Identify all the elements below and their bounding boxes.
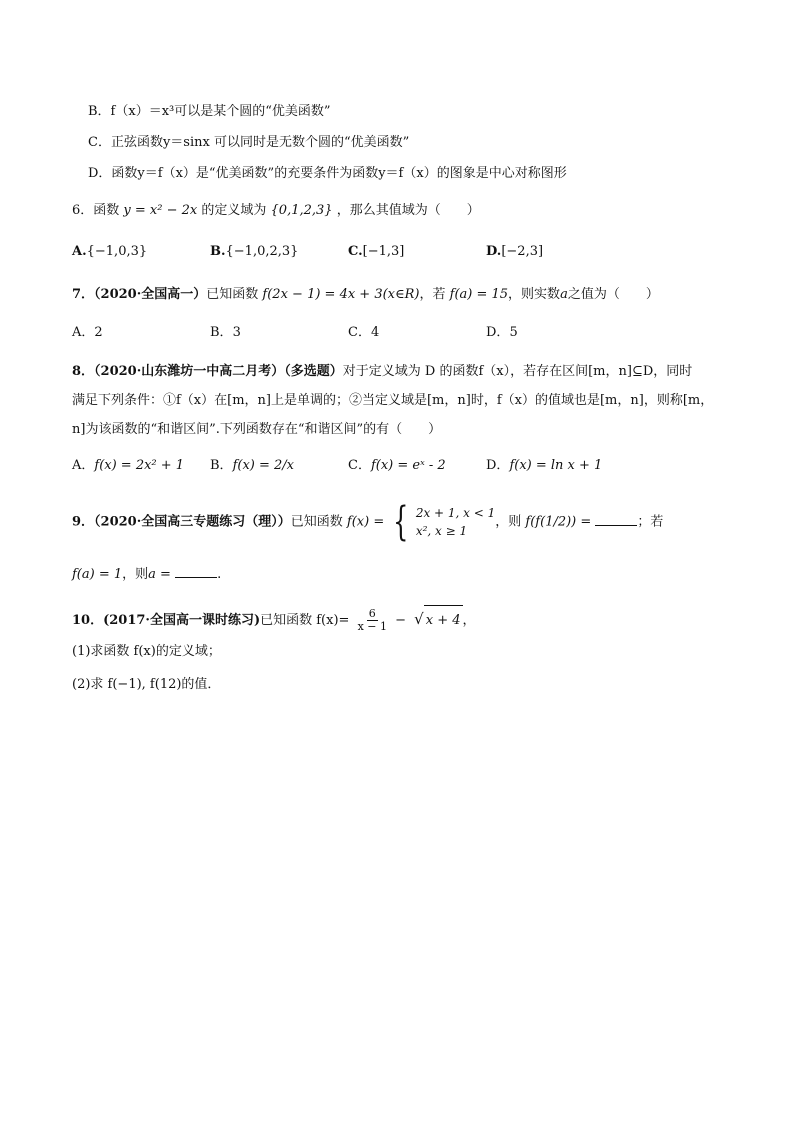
q7-option-c: C．4 [348,325,380,340]
q9-source: （2020·全国高三专题练习（理）） [94,514,291,530]
q8-number: 8． [72,364,95,379]
q10-source: (2017·全国高一课时练习) [103,613,261,628]
q8-option-c: C．f(x) = eˣ - 2 [348,458,446,473]
q7-option-a: A．2 [72,325,103,340]
option-b-text: B．f（x）＝x³可以是某个圆的“优美函数” [88,104,331,119]
q9-line2-formula: f(a) = 1 [72,567,123,582]
q7-options [72,322,712,344]
q9-text2: ，则 [495,514,522,530]
option-b [88,103,331,121]
q10-sub2-text: (2)求 f(−1), f(12)的值． [72,677,221,692]
q10-fraction [356,608,389,633]
question-6 [72,202,480,220]
question-8-line-1 [72,363,692,381]
q6-tail: ，那么其值域为（ ） [336,203,480,218]
option-c [88,134,409,152]
q6-option-d: D.[−2,3] [486,244,544,259]
q7-source: （2020·全国高一） [94,287,207,302]
question-9-line-2 [72,565,221,584]
q9-text1: 已知函数 [290,514,343,530]
q9-line2-text: ，则 [122,567,149,582]
q6-options [72,241,712,263]
q6-option-b: B.{−1,0,2,3} [210,244,299,259]
q7-var: a [560,287,568,302]
q9-text3: ；若 [637,514,664,530]
q7-option-b: B．3 [210,325,241,340]
q7-text4: 之值为（ ） [567,287,659,302]
q6-formula: y = x² − 2x [123,203,198,218]
q7-number: 7． [72,287,95,302]
q8-line3-text: n]为该函数的“和谐区间”.下列函数存在“和谐区间”的有（ ） [72,422,442,437]
q10-sqrt-arg: x + 4 [424,605,463,636]
q7-text2: ，若 [419,287,446,302]
q9-case-1: 2x + 1, x < 1 [415,506,496,520]
q10-frac-num: 6 [368,607,376,620]
q9-piecewise [388,499,496,545]
q6-domain: {0,1,2,3} [270,203,333,218]
q8-line1-text: 对于定义域为 D 的函数f（x），若存在区间[m，n]⊆D，同时 [342,364,693,379]
brace-icon: { [393,499,409,545]
q7-text3: ，则实数 [508,287,561,302]
q9-answer-blank-2[interactable] [175,565,217,578]
question-9-line-1 [72,499,664,545]
option-c-text: C．正弦函数y＝sinx 可以同时是无数个圆的“优美函数” [88,135,410,150]
q10-text1: 已知函数 f(x)= [260,613,350,628]
q6-option-c: C.[−1,3] [348,244,405,259]
q10-frac-den: x − 1 [357,620,387,633]
q10-sub-2 [72,676,220,694]
q7-formula: f(2x − 1) = 4x + 3(x∈R) [262,287,420,302]
q6-option-a: A.{−1,0,3} [72,244,148,259]
option-d-text: D．函数y＝f（x）是“优美函数”的充要条件为函数y＝f（x）的图象是中心对称图形 [88,166,567,181]
q10-number: 10． [72,613,104,628]
question-8-line-3 [72,421,441,439]
q7-condition: f(a) = 15 [449,287,509,302]
q9-end: . [217,567,222,582]
q7-text1: 已知函数 [206,287,259,302]
question-7 [72,286,659,304]
question-8-line-2 [72,392,713,410]
option-d [88,165,567,183]
q10-tail: ， [462,613,476,628]
q8-source: （2020·山东潍坊一中高二月考）（多选题） [94,364,343,379]
q6-lead: 6．函数 [72,203,120,218]
q8-line2-text: 满足下列条件：①f（x）在[m，n]上是单调的；②当定义域是[m，n]时，f（x）的值域也是[m，n]，则称[m， [72,393,714,408]
q10-sub-1 [72,643,221,661]
q9-case-2: x², x ≥ 1 [415,524,468,538]
q6-mid: 的定义域为 [201,203,267,218]
q8-option-d: D．f(x) = ln x + 1 [486,458,603,473]
q8-options [72,455,712,477]
q9-number: 9． [72,514,95,530]
q9-line2-var: a = [148,567,171,582]
q9-expr: f(f(1/2)) = [525,514,592,530]
q9-answer-blank-1[interactable] [595,513,637,526]
q9-fx: f(x) = [346,514,385,530]
q8-option-b: B．f(x) = 2/x [210,458,294,473]
question-10 [72,604,476,636]
q8-option-a: A．f(x) = 2x² + 1 [72,458,185,473]
q10-sub1-text: (1)求函数 f(x)的定义域； [72,644,221,659]
q7-option-d: D．5 [486,325,518,340]
sqrt-icon: √ [414,610,424,628]
q10-minus: − [395,613,407,628]
